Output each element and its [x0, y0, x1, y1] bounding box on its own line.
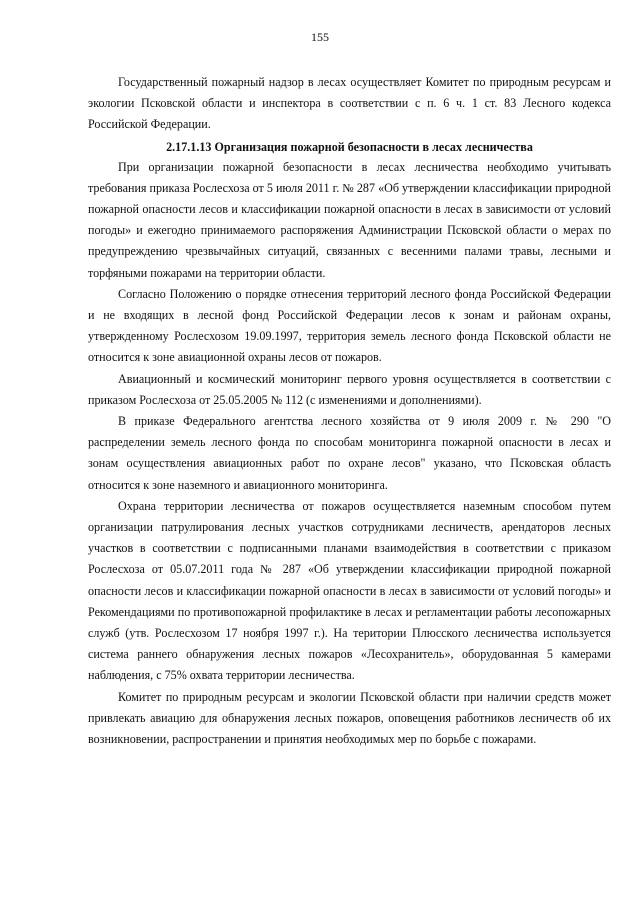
- body-paragraph: При организации пожарной безопасности в лесах лесничества необходимо учитывать требования приказа Рослесхоза от 5 июля 2011 г. № 287 «Об утверждении классификации природной пожарной опасности лесов и классификации пожарной опасности в лесах в зависимости от условий погоды» и ежегодно принимаемого распоряжения Администрации Псковской области о мерах по предупреждению чрезвычайных ситуаций, связанных с весенними палами травы, лесными и торфяными пожарами на территории области.: [88, 159, 611, 280]
- section-heading: 2.17.1.13 Организация пожарной безопасности в лесах лесничества: [166, 139, 533, 154]
- body-paragraph: Охрана территории лесничества от пожаров осуществляется наземным способом путем организации патрулирования лесных участков сотрудниками лесничеств, арендаторов лесных участков в соответствии с подписанными планами взаимодействия в соответствии с приказом Рослесхоза от 05.07.2011 года № 287 «Об утверждении классификации природной пожарной опасности лесов и классификации пожарной опасности в лесах в зависимости от условий погоды» и Рекомендациями по противопожарной профилактике в лесах и регламентации работы лесопожарных служб (утв. Рослесхозом 17 ноября 1997 г.). На територии Плюсского лесничества используется система раннего обнаружения лесных пожаров «Лесохранитель», оборудованная 5 камерами наблюдения, с 75% охвата территории лесничества.: [88, 498, 611, 683]
- body-paragraph: В приказе Федерального агентства лесного хозяйства от 9 июля 2009 г. № 290 "О распределении земель лесного фонда по способам мониторинга пожарной опасности в лесах и зонам осуществления авиационных работ по охране лесов" указано, что Псковская область относится к зоне наземного и авиационного мониторинга.: [88, 414, 611, 492]
- body-paragraph: Авиационный и космический мониторинг первого уровня осуществляется в соответствии с приказом Рослесхоза от 25.05.2005 № 112 (с изменениями и дополнениями).: [88, 371, 611, 407]
- page-number: 155: [311, 30, 329, 44]
- intro-paragraph: Государственный пожарный надзор в лесах осуществляет Комитет по природным ресурсам и экологии Псковской области и инспектора в соответствии с п. 6 ч. 1 ст. 83 Лесного кодекса Российской Федерации.: [88, 75, 611, 132]
- body-paragraph: Комитет по природным ресурсам и экологии Псковской области при наличии средств может привлекать авиацию для обнаружения лесных пожаров, оповещения работников лесничеств об их возникновении, распространении и принятия необходимых мер по борьбе с пожарами.: [88, 689, 611, 747]
- body-paragraph: Согласно Положению о порядке отнесения территорий лесного фонда Российской Федерации и не входящих в лесной фонд Российской Федерации лесов к зонам и районам охраны, утвержденному Рослесхозом 19.09.1997, территория земель лесного фонда Псковской области не относится к зоне авиационной охраны лесов от пожаров.: [88, 286, 611, 365]
- document-body: [88, 72, 611, 750]
